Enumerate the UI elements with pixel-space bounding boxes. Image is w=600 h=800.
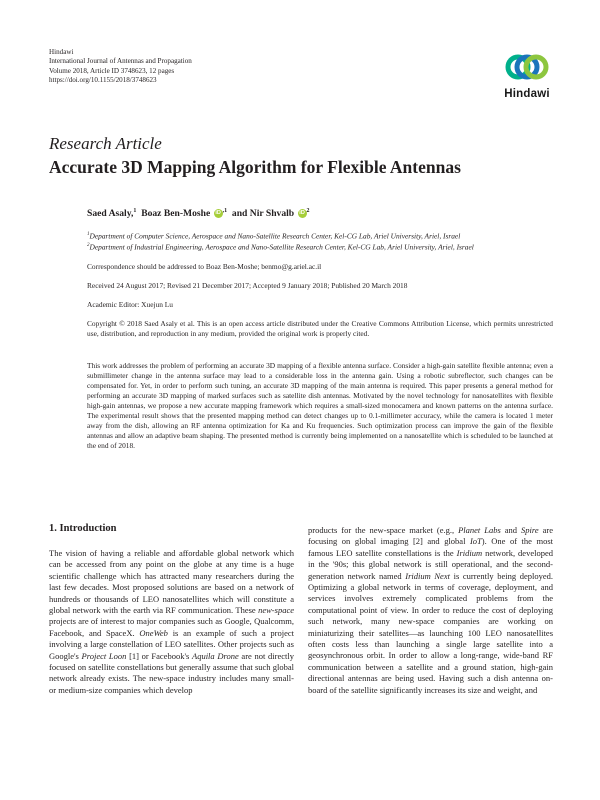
body-text: projects are of interest to major companies such as Google, Qualcomm, Facebook, and SpaceX.: [49, 616, 294, 638]
italic-term: IoT: [469, 536, 482, 547]
body-text: is currently being deployed. Optimizing a global network in terms of coverage, deployment, and services involves extremely complicated problems from the computational point of view. In order to reduce the cost of deploying such network, many new-space companies are working on miniaturizing their satellites—as launching 100 LEO nanosatellites often costs less than launching a single large satellite into a geosynchronous orbit. In order to allow a long-range, wide-band RF communication between a satellite and a ground station, high-gain directional antennas are being used. Having such a dish antenna on-board of the satellite significantly increases its size and weight, and: [308, 570, 554, 695]
italic-term: new-space: [258, 605, 294, 616]
body-text: are focusing on global imaging [2] and global: [308, 525, 553, 547]
body-text: and: [500, 525, 521, 535]
correspondence: Correspondence should be addressed to Boaz Ben-Moshe; benmo@g.ariel.ac.il: [87, 262, 322, 271]
article-title: Accurate 3D Mapping Algorithm for Flexible Antennas: [49, 157, 461, 177]
body-text: ). One of the most famous LEO satellite constellations is the: [308, 536, 553, 558]
publication-dates: Received 24 August 2017; Revised 21 December 2017; Accepted 9 January 2018; Published 20 March 2018: [87, 281, 408, 290]
author-list: [87, 208, 310, 219]
italic-term: Spire: [521, 525, 539, 535]
copyright-notice: Copyright © 2018 Saed Asaly et al. This is an open access article distributed under the Creative Commons Attribution License, which permits unrestricted use, distribution, and reproduction in any medium, provided the original work is properly cited.: [87, 319, 553, 338]
body-text: The vision of having a reliable and affordable global network which can be accessed from any point on the globe at any time is a huge scientific challenge which has attracted many researchers during the last few decades. Most proposed solutions are based on a network of hundreds or thousands of LEO nanosatellites which will constitute a global network with the earth via RF communication. These: [49, 548, 294, 616]
doi-link[interactable]: https://doi.org/10.1155/2018/3748623: [49, 76, 157, 85]
italic-term: Aquila Drone: [192, 650, 239, 661]
orcid-icon[interactable]: iD: [215, 210, 221, 217]
hindawi-wordmark: Hindawi: [504, 88, 550, 100]
affiliation-number: 1: [87, 232, 90, 237]
italic-term: Planet Labs: [458, 525, 501, 535]
volume-info: Volume 2018, Article ID 3748623, 12 pages: [49, 66, 175, 75]
abstract: This work addresses the problem of performing an accurate 3D mapping of a flexible antenna surface. Consider a high-gain satellite flexible antenna; even a submillimeter change in the antenna surface may lead to a considerable loss in the antenna gain. Using a robotic subreflector, such changes can be compensated for. Yet, in order to perform such tuning, an accurate 3D mapping of the main antenna is required. This paper presents a general method for performing an accurate 3D mapping of marked surfaces such as satellite dish antennas. Motivated by the novel technology for nanosatellites with flexible high-gain antennas, we propose a new accurate mapping framework which requires a small-sized monocamera and known patterns on the antenna surface. The experimental result shows that the presented mapping method can detect changes up to 0.1-millimeter accuracy, while the camera is located 1 meter away from the dish, allowing an RF antenna optimization for Ka and Ku frequencies. Such optimization process can improve the gain of the flexible antennas and allow an adaptive beam shaping. The presented method is currently being implemented on a nanosatellite which is scheduled to be launched at the end of 2018.: [87, 361, 553, 450]
author-name: Boaz Ben-Moshe: [141, 208, 211, 220]
author-name: Saed Asaly,: [87, 208, 134, 220]
intro-left-column: [49, 548, 294, 696]
author-name: and Nir Shvalb: [231, 208, 295, 220]
publisher-name: Hindawi: [49, 48, 74, 56]
italic-term: OneWeb: [139, 627, 168, 638]
journal-header: [49, 48, 192, 86]
author-affiliation-mark: ,1: [222, 208, 228, 214]
section-heading: 1. Introduction: [49, 523, 117, 534]
article-type: Research Article: [49, 134, 162, 153]
italic-term: Iridium Next: [405, 570, 450, 581]
affiliation-text: Department of Computer Science, Aerospace and Nano-Satellite Research Center, Kel-CG Lab, Ariel University, Ariel, Israel: [89, 231, 461, 241]
body-text: products for the new-space market (e.g.,: [308, 525, 459, 535]
italic-term: Project Loon: [81, 650, 127, 661]
intro-right-column: [308, 525, 553, 696]
author-affiliation-mark: 1: [133, 208, 137, 214]
body-text: are not directly focused on satellite constellations but generally assume that such global network already exists. The new-space industry includes many small- or medium-size companies which develop: [49, 650, 294, 695]
body-text: is an example of such a project involving a large constellation of LEO satellites. Other projects such as Google's: [49, 627, 294, 661]
affiliation-line: [87, 241, 553, 252]
hindawi-rings-icon: [504, 48, 550, 86]
italic-term: Iridium: [456, 547, 483, 558]
hindawi-logo: [497, 48, 557, 100]
author-affiliation-mark: 2: [306, 208, 310, 214]
affiliation-text: Department of Industrial Engineering, Aerospace and Nano-Satellite Research Center, Kel-CG Lab, Ariel University, Ariel, Israel: [89, 242, 474, 252]
affiliation-line: [87, 230, 553, 241]
body-text: network, developed in the '90s; this global network is still operational, and the second-generation network named: [308, 547, 553, 581]
affiliation-number: 2: [87, 243, 90, 249]
body-text: [1] or Facebook's: [126, 650, 192, 661]
journal-name: International Journal of Antennas and Propagation: [49, 57, 192, 66]
affiliations: [87, 230, 553, 253]
orcid-icon[interactable]: iD: [299, 210, 305, 217]
academic-editor: Academic Editor: Xuejun Lu: [87, 300, 173, 309]
